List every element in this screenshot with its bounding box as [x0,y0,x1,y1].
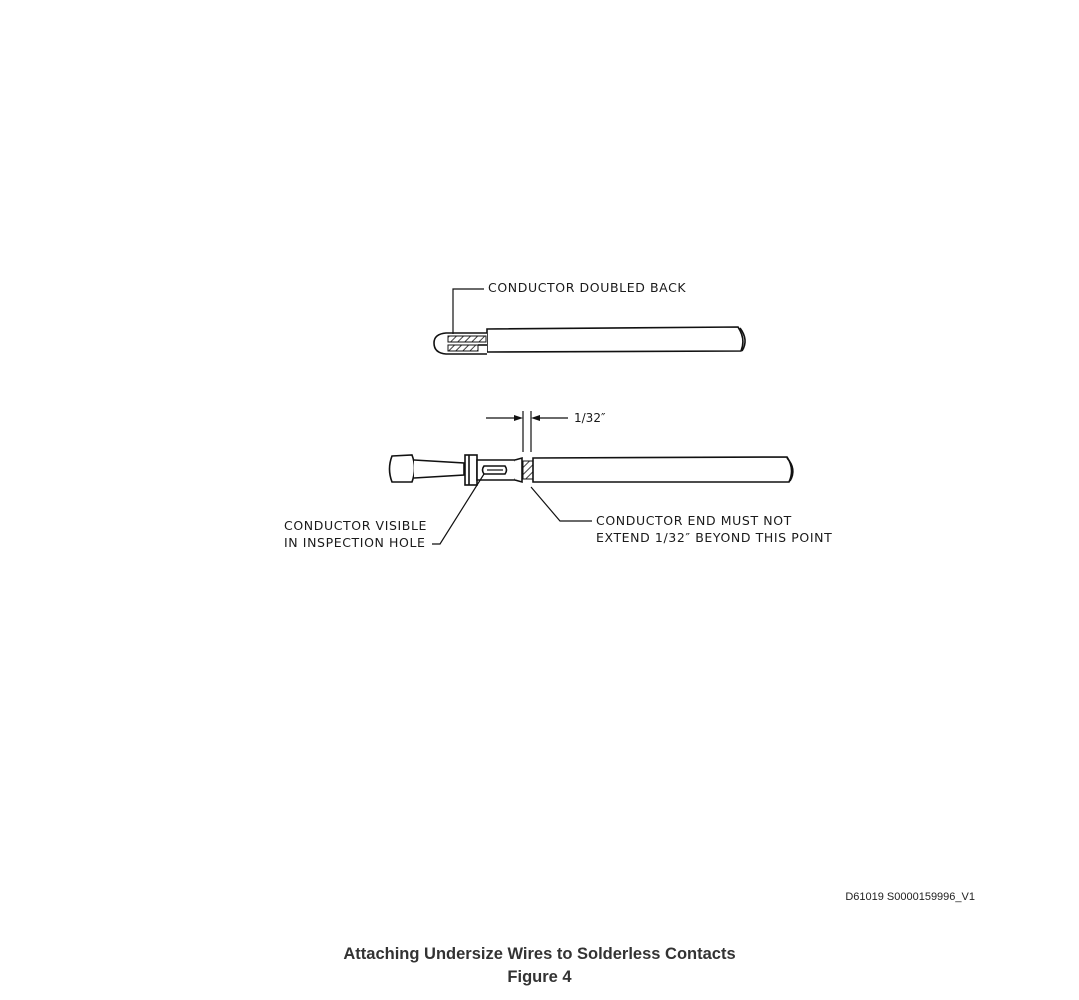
top-label-leader [453,289,484,334]
left-callout-line1: CONDUCTOR VISIBLE [284,518,428,533]
dimension-label: 1/32″ [574,411,606,425]
dimension-indicator [486,411,568,452]
contact-shank [414,460,464,478]
figure-title: Attaching Undersize Wires to Solderless Contacts [343,945,736,963]
right-callout-line2: EXTEND 1/32″ BEYOND THIS POINT [596,530,833,545]
contact-pin-tip [390,455,415,482]
solderless-contact [390,455,523,485]
figure-number: Figure 4 [507,968,572,986]
right-callout-line1: CONDUCTOR END MUST NOT [596,513,792,528]
conductor-doubled-back-label: CONDUCTOR DOUBLED BACK [488,280,687,295]
left-callout-line2: IN INSPECTION HOLE [284,535,426,550]
document-id: D61019 S0000159996_V1 [845,891,975,903]
doubled-back-wire [434,327,745,354]
contact-collar [465,455,477,485]
callout-leaders [432,474,592,544]
insulated-wire [523,457,793,482]
wire-gap-conductor [523,461,533,479]
wire-insulation [487,327,743,352]
wire-insulation-bottom [533,457,792,482]
